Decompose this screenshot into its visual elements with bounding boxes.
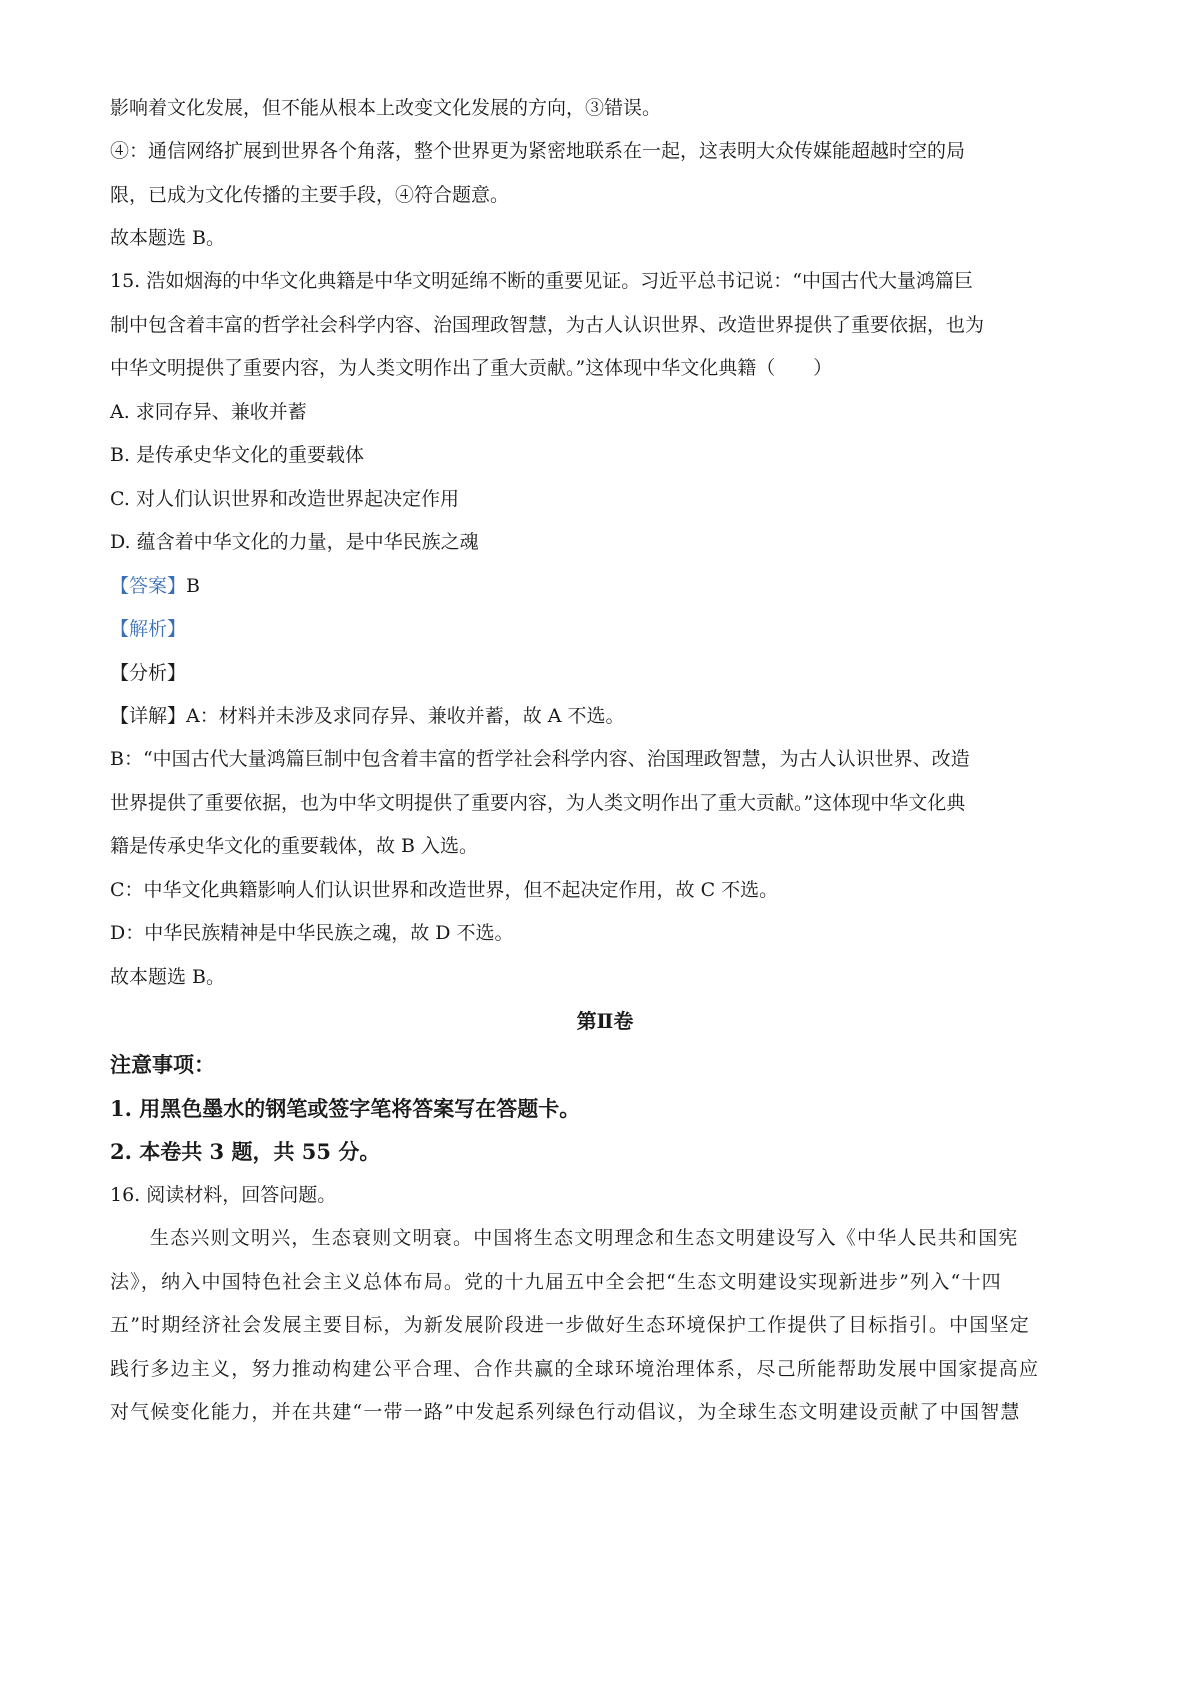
- question-15-stem: 15. 浩如烟海的中华文化典籍是中华文明延绵不断的重要见证。习近平总书记说：“中国古代大量鸿篇巨: [110, 270, 973, 292]
- explanation-line: C：中华文化典籍影响人们认识世界和改造世界，但不起决定作用，故 C 不选。: [110, 879, 779, 901]
- notice-item: 2. 本卷共 3 题，共 55 分。: [110, 1139, 381, 1164]
- material-line: 法》，纳入中国特色社会主义总体布局。党的十九届五中全会把“生态文明建设实现新进步”列入“十四: [110, 1271, 1002, 1293]
- material-line: 践行多边主义，努力推动构建公平合理、合作共赢的全球环境治理体系，尽己所能帮助发展中国家提高应: [110, 1358, 1040, 1380]
- explanation-line: D：中华民族精神是中华民族之魂，故 D 不选。: [110, 922, 514, 944]
- material-line: 生态兴则文明兴，生态衰则文明衰。中国将生态文明理念和生态文明建设写入《中华人民共和国宪: [150, 1227, 1019, 1249]
- answer-tag: 【答案】: [110, 575, 187, 597]
- material-line: 五”时期经济社会发展主要目标，为新发展阶段进一步做好生态环境保护工作提供了目标指引。中国坚定: [110, 1314, 1030, 1336]
- option-a: A. 求同存异、兼收并蓄: [110, 401, 307, 423]
- answer-value: B: [186, 575, 200, 597]
- explanation-line: 世界提供了重要依据，也为中华文明提供了重要内容，为人类文明作出了重大贡献。”这体现中华文化典: [110, 792, 966, 814]
- option-c: C. 对人们认识世界和改造世界起决定作用: [110, 488, 459, 510]
- analysis-tag: 【解析】: [110, 618, 187, 640]
- question-15-stem: 制中包含着丰富的哲学社会科学内容、治国理政智慧，为古人认识世界、改造世界提供了重要依据，也为: [110, 314, 985, 336]
- notice-title: 注意事项：: [110, 1052, 215, 1077]
- answer-line: [110, 574, 200, 598]
- fenxi-tag: 【分析】: [110, 662, 187, 684]
- explanation-line: 故本题选 B。: [110, 966, 226, 988]
- text-line: 限，已成为文化传播的主要手段，④符合题意。: [110, 184, 510, 206]
- text-line: 影响着文化发展，但不能从根本上改变文化发展的方向，③错误。: [110, 97, 662, 119]
- explanation-line: 籍是传承史华文化的重要载体，故 B 入选。: [110, 835, 479, 857]
- material-line: 对气候变化能力，并在共建“一带一路”中发起系列绿色行动倡议，为全球生态文明建设贡献了中国智慧: [110, 1401, 1021, 1423]
- notice-item: 1. 用黑色墨水的钢笔或签字笔将答案写在答题卡。: [110, 1096, 581, 1121]
- question-16-stem: 16. 阅读材料，回答问题。: [110, 1184, 337, 1206]
- text-line: ④：通信网络扩展到世界各个角落，整个世界更为紧密地联系在一起，这表明大众传媒能超越时空的局: [110, 140, 966, 162]
- explanation-line: 【详解】A：材料并未涉及求同存异、兼收并蓄，故 A 不选。: [110, 705, 625, 727]
- option-d: D. 蕴含着中华文化的力量，是中华民族之魂: [110, 531, 479, 553]
- question-15-stem: 中华文明提供了重要内容，为人类文明作出了重大贡献。”这体现中华文化典籍（ ）: [110, 357, 833, 379]
- text-line: 故本题选 B。: [110, 227, 226, 249]
- section-title: 第Ⅱ卷: [576, 1009, 634, 1033]
- explanation-line: B：“中国古代大量鸿篇巨制中包含着丰富的哲学社会科学内容、治国理政智慧，为古人认识世界、改造: [110, 748, 970, 770]
- option-b: B. 是传承史华文化的重要载体: [110, 444, 365, 466]
